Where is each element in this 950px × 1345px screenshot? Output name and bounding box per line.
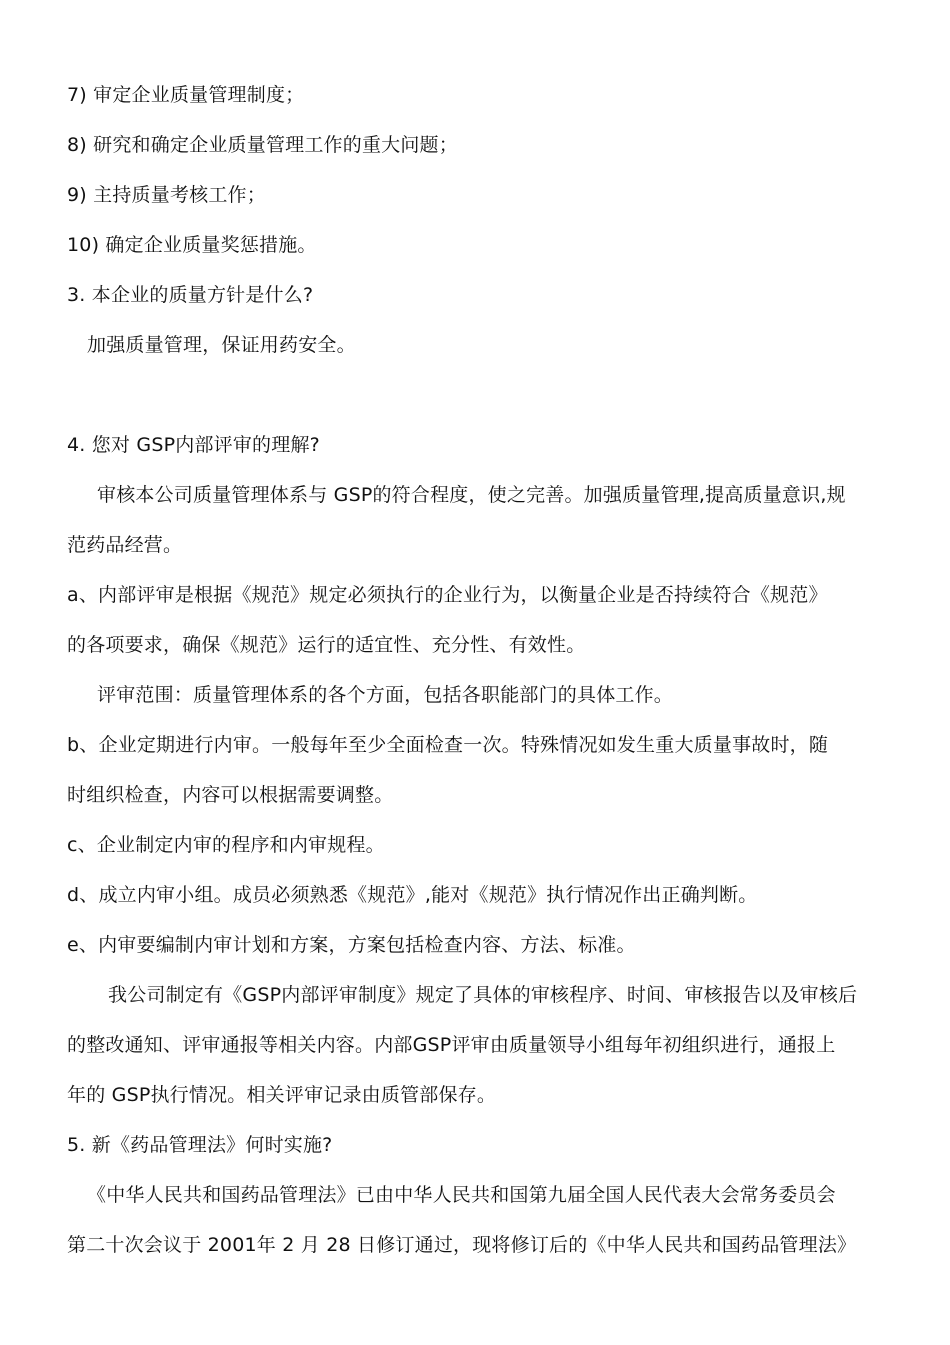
company-policy-line-1: 我公司制定有《GSP内部评审制度》规定了具体的审核程序、时间、审核报告以及审核后 [108,984,858,1006]
answer-5-line-2: 第二十次会议于 2001年 2 月 28 日修订通过，现将修订后的《中华人民共和国药品管理法》 [67,1234,857,1256]
list-item-8: 8) 研究和确定企业质量管理工作的重大问题； [67,134,458,156]
answer-4-line-1: 审核本公司质量管理体系与 GSP的符合程度，使之完善。加强质量管理,提高质量意识,规 [97,484,846,506]
item-a-line-1: a、内部评审是根据《规范》规定必须执行的企业行为，以衡量企业是否持续符合《规范》 [67,584,828,606]
answer-4-line-2: 范药品经营。 [67,534,183,556]
list-item-9: 9) 主持质量考核工作； [67,184,266,206]
list-item-10: 10) 确定企业质量奖惩措施。 [67,234,317,256]
question-3: 3. 本企业的质量方针是什么? [67,284,314,306]
item-a-line-2: 的各项要求，确保《规范》运行的适宜性、充分性、有效性。 [67,634,586,656]
item-b-line-2: 时组织检查，内容可以根据需要调整。 [67,784,394,806]
company-policy-line-2: 的整改通知、评审通报等相关内容。内部GSP评审由质量领导小组每年初组织进行，通报上 [67,1034,836,1056]
review-scope: 评审范围：质量管理体系的各个方面，包括各职能部门的具体工作。 [97,684,674,706]
item-e: e、内审要编制内审计划和方案，方案包括检查内容、方法、标准。 [67,934,636,956]
answer-5-line-1: 《中华人民共和国药品管理法》已由中华人民共和国第九届全国人民代表大会常务委员会 [87,1184,836,1206]
item-d: d、成立内审小组。成员必须熟悉《规范》,能对《规范》执行情况作出正确判断。 [67,884,758,906]
list-item-7: 7) 审定企业质量管理制度； [67,84,305,106]
answer-3: 加强质量管理，保证用药安全。 [87,334,356,356]
company-policy-line-3: 年的 GSP执行情况。相关评审记录由质管部保存。 [67,1084,497,1106]
item-c: c、企业制定内审的程序和内审规程。 [67,834,385,856]
item-b-line-1: b、企业定期进行内审。一般每年至少全面检查一次。特殊情况如发生重大质量事故时，随 [67,734,829,756]
question-5: 5. 新《药品管理法》何时实施? [67,1134,333,1156]
question-4: 4. 您对 GSP内部评审的理解? [67,434,320,456]
